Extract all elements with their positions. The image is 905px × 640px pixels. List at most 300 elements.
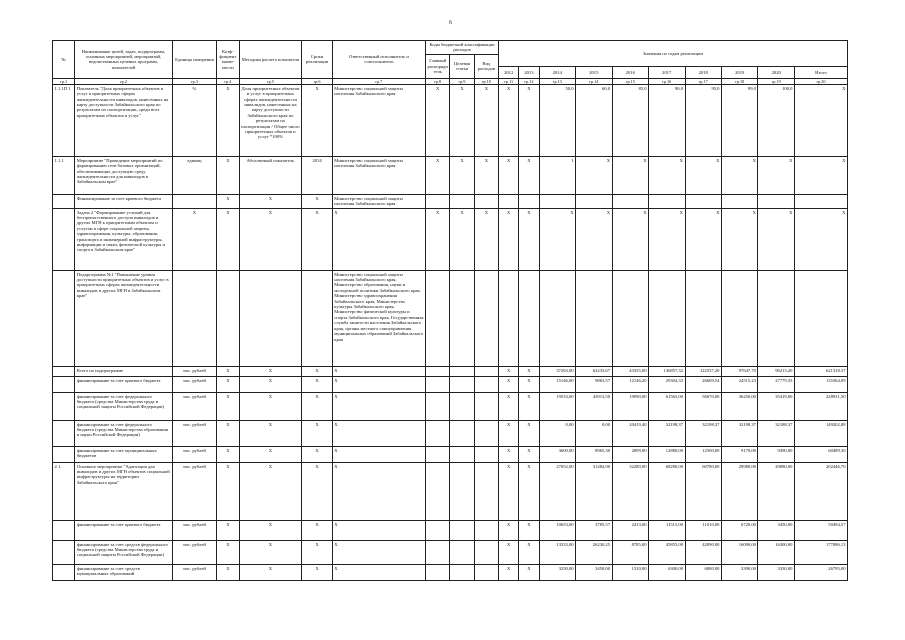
table-cell: тыс. рублей bbox=[172, 420, 217, 446]
table-cell: 9170,00 bbox=[721, 446, 757, 462]
table-cell bbox=[53, 194, 75, 208]
table-cell: Х bbox=[794, 208, 847, 270]
table-cell: 19090,00 bbox=[612, 392, 648, 420]
header-kbk: Коды бюджетной классификации расходов bbox=[426, 41, 499, 55]
table-cell: 16090,00 bbox=[721, 540, 757, 564]
table-cell bbox=[474, 520, 498, 540]
table-cell: Х bbox=[519, 392, 539, 420]
table-cell: Х bbox=[474, 156, 498, 194]
table-cell: Х bbox=[217, 564, 239, 580]
header-name: Наименование целей, задач, подпрограмм, основных мероприятий, мероприятий, ведомственных целевых программ, показателей bbox=[75, 41, 172, 79]
table-cell: 8785,00 bbox=[612, 540, 648, 564]
table-cell: Министерство социальной защиты населения Забайкальского края bbox=[332, 156, 425, 194]
table-cell: 96213,20 bbox=[758, 366, 794, 376]
table-cell: Х bbox=[794, 84, 847, 156]
table-cell bbox=[474, 462, 498, 520]
table-cell bbox=[474, 446, 498, 462]
table-cell bbox=[450, 564, 474, 580]
header-year: 2014 bbox=[539, 66, 575, 78]
table-cell: Х bbox=[239, 420, 302, 446]
table-cell: Х bbox=[332, 376, 425, 392]
table-cell: Х bbox=[426, 208, 450, 270]
table-cell: 26609,54 bbox=[685, 376, 721, 392]
table-cell: Х bbox=[758, 156, 794, 194]
table-cell: Х bbox=[499, 462, 519, 520]
table-cell: Подпрограмма №1 "Повышение уровня доступности приоритетных объектов и услуг в приоритетных сферах жизнедеятельности инвалидов и других МГН в Забайкальском крае" bbox=[75, 270, 172, 366]
table-cell: тыс. рублей bbox=[172, 540, 217, 564]
table-cell: 3450,00 bbox=[758, 520, 794, 540]
table-cell bbox=[450, 366, 474, 376]
table-cell bbox=[474, 366, 498, 376]
table-cell: 45855,00 bbox=[649, 540, 685, 564]
table-cell: Х bbox=[499, 392, 519, 420]
table-cell bbox=[450, 194, 474, 208]
table-cell bbox=[426, 194, 450, 208]
table-cell: 42090,00 bbox=[685, 540, 721, 564]
table-cell: Х bbox=[239, 520, 302, 540]
table-cell: 1310,00 bbox=[612, 564, 648, 580]
table-cell: Х bbox=[332, 392, 425, 420]
table-row bbox=[53, 462, 848, 520]
table-cell bbox=[474, 392, 498, 420]
table-cell: финансирование за счет средств федерального бюджета (средства Министерства труда и социальной защиты Российской Федерации) bbox=[75, 540, 172, 564]
table-cell bbox=[519, 270, 539, 366]
table-cell: тыс. рублей bbox=[172, 376, 217, 392]
table-cell: 0,00 bbox=[576, 420, 612, 446]
table-cell: 1.1.1 bbox=[53, 156, 75, 194]
table-cell bbox=[519, 194, 539, 208]
table-cell: 35419,00 bbox=[758, 392, 794, 420]
table-cell: Показатель "Доля приоритетных объектов и услуг в приоритетных сферах жизнедеятельности инвалидов, нанесенных на карту доступности Забайкальского края по результатам их паспортизации, среди всех приоритетных объектов и услуг" bbox=[75, 84, 172, 156]
header-year: 2017 bbox=[649, 66, 685, 78]
table-cell bbox=[450, 520, 474, 540]
table-cell: Х bbox=[302, 446, 332, 462]
table-cell: 26230,25 bbox=[576, 540, 612, 564]
table-cell: 37263,00 bbox=[539, 366, 575, 376]
table-cell: Х bbox=[450, 156, 474, 194]
table-cell: Х bbox=[217, 520, 239, 540]
table-cell: Х bbox=[302, 564, 332, 580]
table-cell: Х bbox=[332, 366, 425, 376]
table-cell: Х bbox=[474, 208, 498, 270]
header-kbk-article: Целевая статья bbox=[450, 54, 474, 78]
column-number: гр.14 bbox=[576, 78, 612, 84]
table-cell: 95,0 bbox=[685, 84, 721, 156]
table-cell: 60780,00 bbox=[685, 462, 721, 520]
table-cell: 100,0 bbox=[758, 84, 794, 156]
table-cell: Х bbox=[499, 84, 519, 156]
table-cell: Х bbox=[217, 376, 239, 392]
table-body bbox=[53, 78, 848, 580]
table-cell bbox=[612, 194, 648, 208]
table-cell: Доля приоритетных объектов и услуг в приоритетных сферах жизнедеятельности инвалидов, нанесенных на карту доступности Забайкальского края по результатам их паспортизации / Общее число приоритетных объектов и услуг *100% bbox=[239, 84, 302, 156]
table-cell: Х bbox=[499, 376, 519, 392]
header-method: Методика расчета показателя bbox=[239, 41, 302, 79]
table-cell bbox=[172, 194, 217, 208]
table-cell: 10653,00 bbox=[539, 520, 575, 540]
column-number: гр.11 bbox=[499, 78, 519, 84]
column-number: гр.5 bbox=[239, 78, 302, 84]
table-cell: Х bbox=[519, 564, 539, 580]
table-cell: 12146,20 bbox=[612, 376, 648, 392]
table-cell: 6800,00 bbox=[685, 564, 721, 580]
table-cell: Х bbox=[519, 156, 539, 194]
table-cell: 68280,00 bbox=[649, 462, 685, 520]
table-cell: 62233,67 bbox=[576, 366, 612, 376]
table-cell: 50,0 bbox=[539, 84, 575, 156]
table-cell: Х bbox=[519, 462, 539, 520]
table-cell bbox=[474, 270, 498, 366]
table-cell: Х bbox=[332, 564, 425, 580]
table-cell: Х bbox=[519, 520, 539, 540]
column-number: гр.7 bbox=[332, 78, 425, 84]
table-cell bbox=[53, 270, 75, 366]
table-cell: Х bbox=[612, 208, 648, 270]
table-cell bbox=[53, 376, 75, 392]
table-cell: 228931,50 bbox=[794, 392, 847, 420]
table-cell: Х bbox=[499, 208, 519, 270]
table-cell: Х bbox=[302, 376, 332, 392]
table-cell bbox=[499, 194, 519, 208]
table-cell: тыс. рублей bbox=[172, 520, 217, 540]
table-cell: 24515,23 bbox=[721, 376, 757, 392]
table-cell: Абсолютный показатель bbox=[239, 156, 302, 194]
table-cell bbox=[474, 540, 498, 564]
table-cell: финансирование за счет краевого бюджета bbox=[75, 376, 172, 392]
table-cell: 32198,37 bbox=[649, 420, 685, 446]
table-cell: финансирование за счет муниципальных бюджетов bbox=[75, 446, 172, 462]
table-cell: Х bbox=[217, 194, 239, 208]
table-cell bbox=[539, 194, 575, 208]
table-cell: 16300,00 bbox=[758, 540, 794, 564]
column-number: гр.15 bbox=[612, 78, 648, 84]
table-cell: Мероприятие "Проведение мероприятий по формированию сети базовых организаций, обеспечивающих доступную среду жизнедеятельности для инвалидов в Забайкальском крае" bbox=[75, 156, 172, 194]
table-cell bbox=[499, 270, 519, 366]
table-cell: Х bbox=[576, 208, 612, 270]
table-cell: Х bbox=[499, 420, 519, 446]
table-cell: Х bbox=[217, 208, 239, 270]
column-number: гр.16 bbox=[649, 78, 685, 84]
table-cell: 61565,00 bbox=[649, 392, 685, 420]
table-cell: Х bbox=[217, 156, 239, 194]
table-row bbox=[53, 420, 848, 446]
table-cell bbox=[53, 392, 75, 420]
table-cell: Х bbox=[302, 520, 332, 540]
table-cell: Х bbox=[217, 420, 239, 446]
table-cell: Х bbox=[217, 84, 239, 156]
table-cell: Х bbox=[217, 462, 239, 520]
table-cell: Х bbox=[217, 366, 239, 376]
table-cell: Х bbox=[302, 462, 332, 520]
table-cell: Х bbox=[758, 208, 794, 270]
column-number: гр.2 bbox=[75, 78, 172, 84]
table-cell bbox=[474, 194, 498, 208]
table-cell: Х bbox=[302, 540, 332, 564]
table-cell bbox=[758, 194, 794, 208]
table-cell: 1 bbox=[539, 156, 575, 194]
table-cell: 29980,00 bbox=[721, 462, 757, 520]
table-cell: Х bbox=[239, 194, 302, 208]
table-cell: Х bbox=[612, 156, 648, 194]
table-cell: Х bbox=[519, 420, 539, 446]
table-row bbox=[53, 520, 848, 540]
table-cell: 15146,00 bbox=[539, 376, 575, 392]
table-cell: 29304,33 bbox=[649, 376, 685, 392]
table-cell: 32198,37 bbox=[685, 420, 721, 446]
table-cell: Х bbox=[499, 520, 519, 540]
table-cell: Х bbox=[499, 156, 519, 194]
table-cell: Х bbox=[649, 156, 685, 194]
table-cell: Х bbox=[239, 392, 302, 420]
table-cell bbox=[539, 270, 575, 366]
table-cell bbox=[576, 270, 612, 366]
header-unit: Единица измерения bbox=[172, 41, 217, 79]
table-cell: 85,0 bbox=[612, 84, 648, 156]
table-cell: Х bbox=[332, 520, 425, 540]
header-total: Итого bbox=[794, 66, 847, 78]
table-cell bbox=[758, 270, 794, 366]
table-cell: 136857,32 bbox=[649, 366, 685, 376]
table-cell: Задача 2 "Формирование условий для беспрепятственного доступа инвалидов и других МГН к приоритетным объектам и услугам в сфере социальной защиты, здравоохранения, культуры, образования, транспорта и инженерной инфраструктуры, информации и связи, физической культуры и спорта в Забайкальском крае" bbox=[75, 208, 172, 270]
column-number: гр.3 bbox=[172, 78, 217, 84]
table-row bbox=[53, 540, 848, 564]
table-cell: Х bbox=[499, 366, 519, 376]
table-cell: тыс. рублей bbox=[172, 392, 217, 420]
table-cell: 202446,70 bbox=[794, 462, 847, 520]
table-cell: Х bbox=[239, 540, 302, 564]
table-cell: тыс. рублей bbox=[172, 564, 217, 580]
table-cell: Х bbox=[332, 446, 425, 462]
table-cell bbox=[649, 194, 685, 208]
table-cell: Х bbox=[239, 564, 302, 580]
table-cell: Х bbox=[239, 462, 302, 520]
header-kbk-type: Вид расходов bbox=[474, 54, 498, 78]
table-cell: Х bbox=[332, 208, 425, 270]
table-cell: Х bbox=[217, 540, 239, 564]
table-cell: Х bbox=[519, 208, 539, 270]
table-cell bbox=[53, 540, 75, 564]
table-cell: 90,0 bbox=[649, 84, 685, 156]
program-indicators-table bbox=[52, 40, 848, 581]
table-row bbox=[53, 376, 848, 392]
table-cell bbox=[685, 194, 721, 208]
table-cell: Всего по подпрограмме bbox=[75, 366, 172, 376]
table-cell: 6720,00 bbox=[721, 520, 757, 540]
table-cell: Х bbox=[426, 156, 450, 194]
header-coef: Коэф-фициент значи-мости bbox=[217, 41, 239, 79]
table-cell: Х bbox=[302, 392, 332, 420]
table-cell: 6300,00 bbox=[649, 564, 685, 580]
table-cell: финансирование за счет федерального бюджета (средства Министерства труда и социальной защиты Российской Федерации) bbox=[75, 392, 172, 420]
table-cell: 31484,90 bbox=[576, 462, 612, 520]
table-cell bbox=[450, 420, 474, 446]
table-cell: 97647,70 bbox=[721, 366, 757, 376]
table-cell bbox=[685, 270, 721, 366]
table-cell: 29080,00 bbox=[758, 462, 794, 520]
table-cell: 27052,00 bbox=[539, 462, 575, 520]
table-cell: Х bbox=[685, 156, 721, 194]
table-cell: тыс. рублей bbox=[172, 446, 217, 462]
table-cell: Х bbox=[450, 208, 474, 270]
table-cell: 135364,09 bbox=[794, 376, 847, 392]
table-cell bbox=[649, 270, 685, 366]
table-cell bbox=[721, 270, 757, 366]
table-cell: 43355,00 bbox=[612, 366, 648, 376]
table-cell: 12500,00 bbox=[685, 446, 721, 462]
table-row bbox=[53, 208, 848, 270]
column-number: гр.17 bbox=[685, 78, 721, 84]
table-cell: 2899,00 bbox=[612, 446, 648, 462]
table-cell: Х bbox=[217, 392, 239, 420]
table-cell: Х bbox=[519, 366, 539, 376]
table-cell: Х bbox=[332, 462, 425, 520]
table-cell bbox=[612, 270, 648, 366]
table-cell: 50494,57 bbox=[794, 520, 847, 540]
column-number: гр.1 bbox=[53, 78, 75, 84]
column-number: гр.10 bbox=[474, 78, 498, 84]
table-cell: Х bbox=[519, 446, 539, 462]
table-cell bbox=[426, 520, 450, 540]
table-row bbox=[53, 84, 848, 156]
table-cell: единиц bbox=[172, 156, 217, 194]
column-number: гр.6 bbox=[302, 78, 332, 84]
table-cell: Х bbox=[302, 194, 332, 208]
table-cell: Х bbox=[426, 84, 450, 156]
table-cell bbox=[426, 270, 450, 366]
table-cell: Х bbox=[474, 84, 498, 156]
table-cell: 56670,00 bbox=[685, 392, 721, 420]
header-no: № bbox=[53, 41, 75, 79]
table-cell: Финансирование за счет краевого бюджета bbox=[75, 194, 172, 208]
column-number: гр.13 bbox=[539, 78, 575, 84]
table-cell bbox=[426, 564, 450, 580]
table-cell bbox=[217, 270, 239, 366]
table-cell bbox=[450, 462, 474, 520]
page-number: 6 bbox=[449, 20, 452, 26]
table-cell bbox=[426, 366, 450, 376]
table-cell bbox=[576, 194, 612, 208]
table-cell bbox=[474, 376, 498, 392]
header-year: 2018 bbox=[685, 66, 721, 78]
table-cell bbox=[53, 446, 75, 462]
table-cell: 20419,40 bbox=[612, 420, 648, 446]
table-cell: 9863,57 bbox=[576, 376, 612, 392]
table-cell: 60,0 bbox=[576, 84, 612, 156]
header-term: Сроки реализации bbox=[302, 41, 332, 79]
table-cell: 13533,00 bbox=[539, 540, 575, 564]
table-cell bbox=[450, 376, 474, 392]
table-cell: финансирование за счет средств муниципальных образований bbox=[75, 564, 172, 580]
table-row bbox=[53, 392, 848, 420]
table-row bbox=[53, 366, 848, 376]
table-cell: 60489,30 bbox=[794, 446, 847, 462]
table-cell bbox=[53, 420, 75, 446]
table-cell bbox=[172, 270, 217, 366]
header-year: 2015 bbox=[576, 66, 612, 78]
table-cell: Министерство социальной защиты населения Забайкальского края bbox=[332, 194, 425, 208]
table-cell bbox=[53, 564, 75, 580]
table-cell: 149202,88 bbox=[794, 420, 847, 446]
header-year: 2016 bbox=[612, 66, 648, 78]
table-cell: финансирование за счет краевого бюджета bbox=[75, 520, 172, 540]
table-cell: 27779,33 bbox=[758, 376, 794, 392]
table-cell: 12880,00 bbox=[649, 446, 685, 462]
table-cell bbox=[794, 194, 847, 208]
table-cell: Министерство социальной защиты населения Забайкальского края, Министерство образования, науки и молодежной политики Забайкальского края, Министерство здравоохранения Забайкальского края, Министерство культуры Забайкальского края, Министерство физической культуры и спорта Забайкальского края, Государственная служба занятости населения Забайкальского края, органы местного самоуправления муниципальных образований Забайкальского края bbox=[332, 270, 425, 366]
table-cell: 32198,37 bbox=[721, 420, 757, 446]
table-cell bbox=[450, 392, 474, 420]
table-cell: 99,0 bbox=[721, 84, 757, 156]
table-cell: Х bbox=[172, 208, 217, 270]
table-cell: Х bbox=[649, 208, 685, 270]
table-cell: Х bbox=[239, 376, 302, 392]
table-cell: 2014 bbox=[302, 156, 332, 194]
table-cell: Х bbox=[450, 84, 474, 156]
table-cell: Х bbox=[685, 208, 721, 270]
table-cell: 3785,57 bbox=[576, 520, 612, 540]
table-cell: финансирование за счет федерального бюджета (средства Министерства образования и науки Российской Федерации) bbox=[75, 420, 172, 446]
table-cell bbox=[450, 540, 474, 564]
table-cell bbox=[721, 194, 757, 208]
table-cell bbox=[426, 446, 450, 462]
table-cell: 2413,00 bbox=[612, 520, 648, 540]
table-cell: 36250,00 bbox=[721, 392, 757, 420]
table-cell: 621318,37 bbox=[794, 366, 847, 376]
table-cell: Х bbox=[519, 376, 539, 392]
table-cell: Х bbox=[519, 84, 539, 156]
table-cell: 26795,00 bbox=[794, 564, 847, 580]
table-cell: Х bbox=[332, 540, 425, 564]
table-cell: 9490,00 bbox=[758, 446, 794, 462]
table-cell: Х bbox=[576, 156, 612, 194]
table-cell: 32188,37 bbox=[758, 420, 794, 446]
table-cell: 43913,50 bbox=[576, 392, 612, 420]
table-cell: Министерство социальной защиты населения Забайкальского края bbox=[332, 84, 425, 156]
table-cell: 3250,00 bbox=[539, 564, 575, 580]
table-cell: Х bbox=[239, 366, 302, 376]
table-row bbox=[53, 156, 848, 194]
table-cell bbox=[53, 208, 75, 270]
table-cell: 11515,00 bbox=[649, 520, 685, 540]
column-number: гр.9 bbox=[450, 78, 474, 84]
table-cell: Х bbox=[721, 156, 757, 194]
table-cell bbox=[426, 376, 450, 392]
table-cell: Х bbox=[302, 208, 332, 270]
table-cell: Х bbox=[794, 156, 847, 194]
table-cell: Х bbox=[332, 420, 425, 446]
column-number: гр.8 bbox=[426, 78, 450, 84]
table-cell: Х bbox=[239, 208, 302, 270]
table-cell: Х bbox=[302, 84, 332, 156]
table-cell bbox=[302, 270, 332, 366]
header-kbk-grbs: Главный распорядитель bbox=[426, 54, 450, 78]
header-year: 2020 bbox=[758, 66, 794, 78]
table-cell bbox=[426, 462, 450, 520]
table-cell: Х bbox=[302, 366, 332, 376]
table-cell: 177086,13 bbox=[794, 540, 847, 564]
table-row bbox=[53, 194, 848, 208]
table-cell bbox=[53, 366, 75, 376]
table-cell: 8965,30 bbox=[576, 446, 612, 462]
table-cell: 122537,20 bbox=[685, 366, 721, 376]
table-cell bbox=[794, 270, 847, 366]
table-cell: тыс. рублей bbox=[172, 462, 217, 520]
table-cell: 32280,00 bbox=[612, 462, 648, 520]
table-row bbox=[53, 446, 848, 462]
header-year: 2019 bbox=[721, 66, 757, 78]
table-cell bbox=[474, 564, 498, 580]
table-cell: Х bbox=[499, 540, 519, 564]
